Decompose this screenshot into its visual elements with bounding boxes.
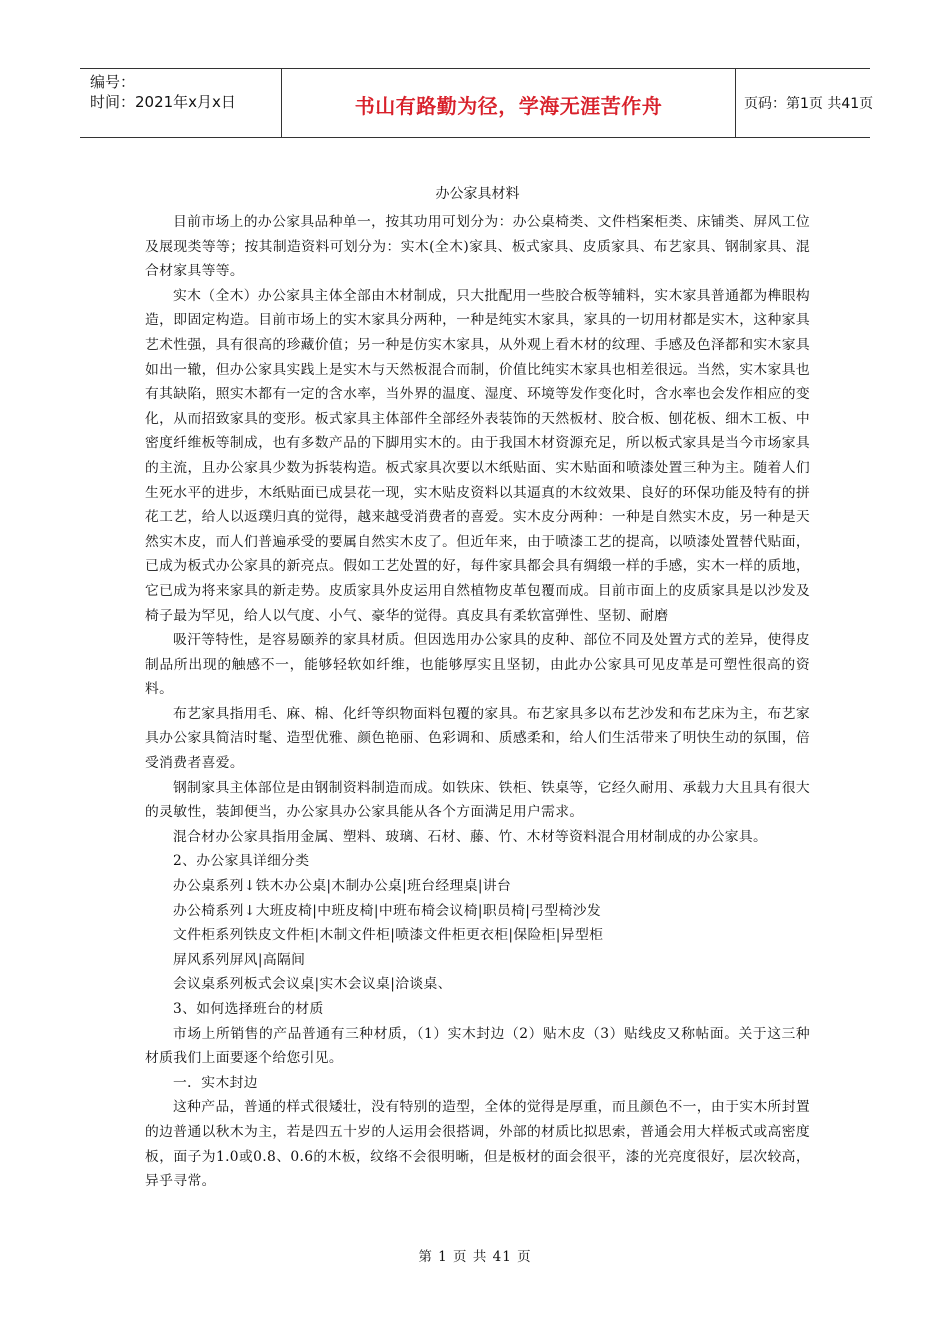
paragraph-three-materials: 市场上所销售的产品普通有三种材质，（1）实木封边（2）贴木皮（3）贴线皮又称帖面。关于这三种材质我们上面要逐个给您引见。 <box>145 1025 810 1067</box>
document-title: 办公家具材料 <box>435 186 520 202</box>
paragraph-mixed: 混合材办公家具指用金属、塑料、玻璃、石材、藤、竹、木材等资料混合用材制成的办公家具。 <box>173 828 768 845</box>
document-body <box>145 182 810 1194</box>
section-heading-solid-edge: 一．实木封边 <box>173 1074 258 1091</box>
paragraph-solid-wood: 实木（全木）办公家具主体全部由木材制成，只大批配用一些胶合板等辅料，实木家具普通都为榫眼构造，即固定构造。目前市场上的实木家具分两种，一种是纯实木家具，家具的一切用材都是实木，这种家具艺术性强，具有很高的珍藏价值；另一种是仿实木家具，从外观上看木材的纹理、手感及色泽都和实木家具如出一辙，但办公家具实践上是实木与天然板混合而制，价值比纯实木家具也相差很远。当然，实木家具也有其缺陷，照实木都有一定的含水率，当外界的温度、湿度、环境等发作变化时，含水率也会发作相应的变化，从而招致家具的变形。板式家具主体部件全部经外表装饰的天然板材、胶合板、刨花板、细木工板、中密度纤维板等制成，也有多数产品的下脚用实木的。由于我国木材资源充足，所以板式家具是当今市场家具的主流，且办公家具少数为拆装构造。板式家具次要以木纸贴面、实木贴面和喷漆处置三种为主。随着人们生死水平的进步，木纸贴面已成昙花一现，实木贴皮资料以其逼真的木纹效果、良好的环保功能及特有的拼花工艺，给人以返璞归真的觉得，越来越受消费者的喜爱。实木皮分两种：一种是自然实木皮，另一种是天然实木皮，而人们普遍承受的要属自然实木皮了。但近年来，由于喷漆工艺的提高，以喷漆处置替代贴面，已成为板式办公家具的新亮点。假如工艺处置的好，每件家具都会具有绸缎一样的手感，实木一样的质地，它已成为将来家具的新走势。皮质家具外皮运用自然植物皮革包覆而成。目前市面上的皮质家具是以沙发及椅子最为罕见，给人以气度、小气、豪华的觉得。真皮具有柔软富弹性、坚韧、耐磨 <box>145 287 810 624</box>
list-item: 办公桌系列↓铁木办公桌|木制办公桌|班台经理桌|讲台 <box>173 878 512 895</box>
motto-text: 书山有路勤为径，学海无涯苦作舟 <box>354 94 663 118</box>
paragraph-intro: 目前市场上的办公家具品种单一，按其功用可划分为：办公桌椅类、文件档案柜类、床铺类、屏风工位及展现类等等；按其制造资料可划分为：实木(全木)家具、板式家具、皮质家具、布艺家具、钢制家具、混合材家具等等。 <box>145 214 810 280</box>
number-label: 编号： <box>90 73 136 91</box>
list-item: 办公椅系列↓大班皮椅|中班皮椅|中班布椅会议椅|职员椅|弓型椅沙发 <box>173 902 602 919</box>
section-heading-desk-material: 3、如何选择班台的材质 <box>173 1001 324 1017</box>
list-item: 文件柜系列铁皮文件柜|木制文件柜|喷漆文件柜更衣柜|保险柜|异型柜 <box>173 927 604 944</box>
list-item: 屏风系列屏风|高隔间 <box>173 951 306 968</box>
header-motto-cell <box>282 69 736 137</box>
list-item: 会议桌系列板式会议桌|实木会议桌|洽谈桌、 <box>173 976 452 993</box>
paragraph-leather: 吸汗等特性，是容易颐养的家具材质。但因选用办公家具的皮种、部位不同及处置方式的差异，使得皮制品所出现的触感不一，能够轻软如纤维，也能够厚实且坚韧，由此办公家具可见皮革是可塑性很高的资料。 <box>145 632 810 698</box>
paragraph-steel: 钢制家具主体部位是由钢制资料制造而成。如铁床、铁柜、铁桌等，它经久耐用、承载力大且具有很大的灵敏性，装卸便当，办公家具办公家具能从各个方面满足用户需求。 <box>145 779 810 821</box>
paragraph-solid-edge: 这种产品，普通的样式很矮壮，没有特别的造型，全体的觉得是厚重，而且颜色不一，由于实木所封置的边普通以秋木为主，若是四五十岁的人运用会很搭调，外部的材质比拟思索，普通会用大样板式或高密度板，面子为1.0或0.8、0.6的木板，纹络不会很明晰，但是板材的面会很平，漆的光亮度很好，层次较高，异乎寻常。 <box>145 1099 810 1190</box>
page-footer: 第 1 页 共 41 页 <box>418 1249 532 1265</box>
header-page-cell <box>736 69 874 137</box>
paragraph-fabric: 布艺家具指用毛、麻、棉、化纤等织物面料包覆的家具。布艺家具多以布艺沙发和布艺床为主，布艺家具办公家具简洁时髦、造型优雅、颜色艳丽、色彩调和、质感柔和，给人们生活带来了明快生动的氛围，倍受消费者喜爱。 <box>145 705 810 772</box>
time-label: 时间：2021年x月x日 <box>90 93 236 111</box>
section-heading-classification: 2、办公家具详细分类 <box>173 853 310 870</box>
header-table <box>80 68 874 138</box>
header-left-cell <box>80 69 282 137</box>
page-label: 页码：第1页 共41页 <box>744 96 874 112</box>
